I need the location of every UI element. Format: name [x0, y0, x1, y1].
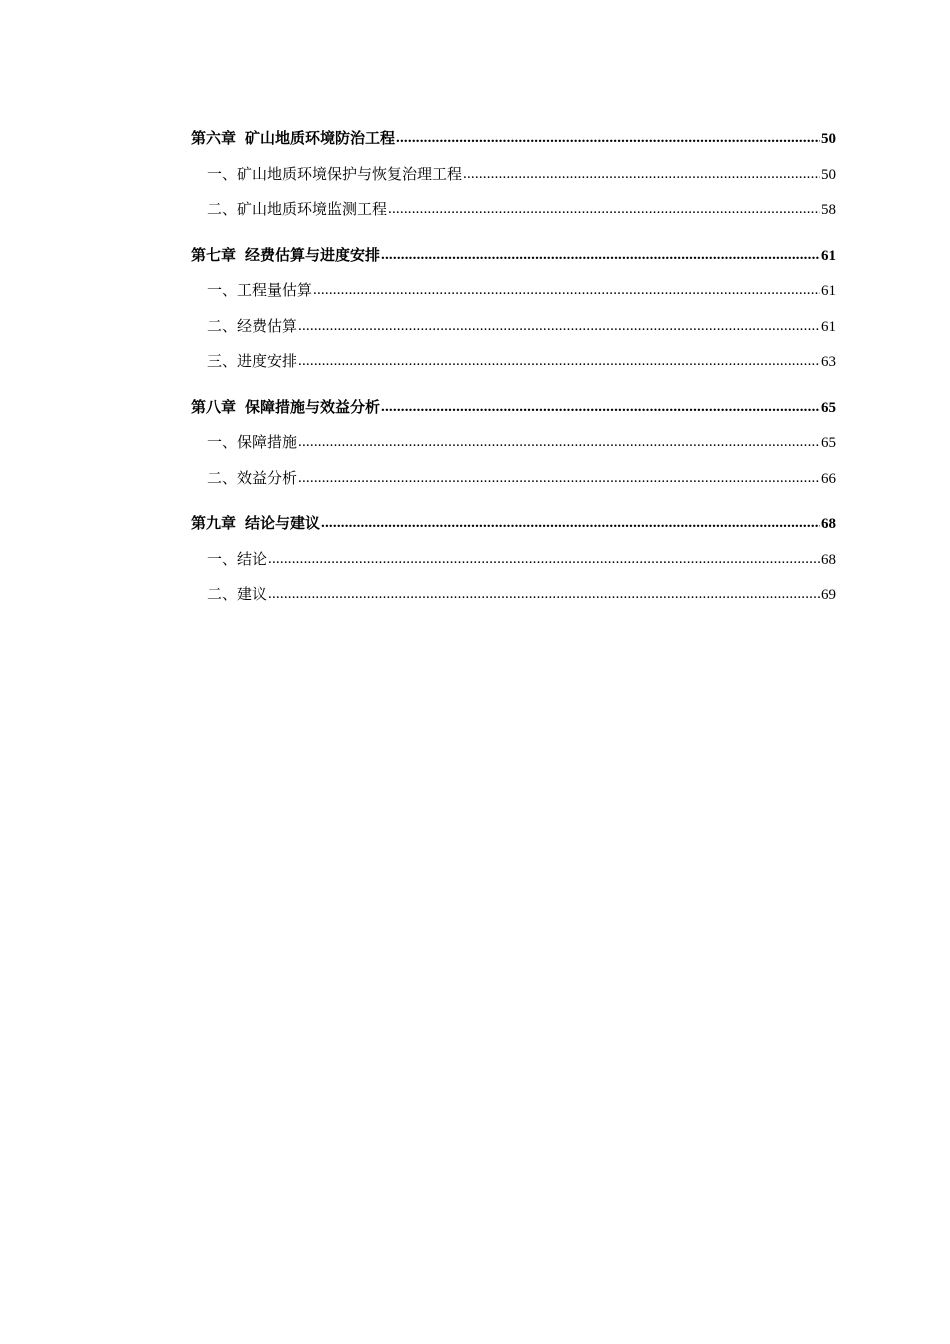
- toc-page-number: 61: [821, 283, 836, 299]
- toc-chapter-title: 结论与建议: [245, 516, 321, 532]
- toc-dot-leader: [268, 577, 820, 613]
- toc-page-number: 65: [821, 399, 836, 416]
- toc-section-label: 一、矿山地质环境保护与恢复治理工程: [207, 166, 463, 183]
- toc-dot-leader: [298, 344, 820, 380]
- toc-chapter-title: 保障措施与效益分析: [245, 399, 381, 416]
- toc-chapter-title: 经费估算与进度安排: [245, 247, 381, 264]
- toc-page-number: 65: [821, 435, 836, 451]
- toc-chapter-label: [191, 391, 380, 427]
- toc-chapter-number: 第七章: [191, 247, 237, 264]
- toc-page-number: 68: [821, 516, 836, 532]
- toc-chapter-label: [191, 122, 395, 158]
- toc-section-label: 一、工程量估算: [207, 283, 313, 299]
- toc-chapter-number: 第八章: [191, 399, 237, 416]
- toc-page-number: 61: [821, 318, 836, 335]
- toc-section-label: 二、矿山地质环境监测工程: [207, 202, 388, 218]
- toc-chapter-title: 矿山地质环境防治工程: [245, 131, 396, 147]
- toc-section-label: 三、进度安排: [207, 354, 298, 370]
- toc-section-label: 一、结论: [207, 551, 268, 568]
- toc-dot-leader: [396, 121, 820, 157]
- toc-section-8-2[interactable]: [191, 462, 836, 498]
- toc-dot-leader: [381, 238, 820, 274]
- toc-section-6-2[interactable]: [191, 193, 836, 229]
- toc-dot-leader: [313, 273, 820, 309]
- toc-chapter-label: [191, 239, 380, 275]
- toc-page-number: 50: [821, 131, 836, 147]
- toc-dot-leader: [388, 192, 820, 228]
- toc-chapter-8[interactable]: [191, 391, 836, 427]
- toc-section-7-3[interactable]: [191, 345, 836, 381]
- toc-page-number: 66: [821, 470, 836, 487]
- toc-section-9-1[interactable]: [191, 543, 836, 579]
- toc-chapter-6[interactable]: [191, 122, 836, 158]
- toc-chapter-label: [191, 507, 320, 543]
- toc-section-label: 二、经费估算: [207, 318, 298, 335]
- toc-section-8-1[interactable]: [191, 426, 836, 462]
- table-of-contents: [191, 122, 836, 614]
- toc-chapter-7[interactable]: [191, 239, 836, 275]
- toc-page-number: 69: [821, 587, 836, 603]
- toc-section-7-1[interactable]: [191, 274, 836, 310]
- toc-dot-leader: [298, 425, 820, 461]
- toc-dot-leader: [381, 390, 820, 426]
- toc-dot-leader: [321, 506, 820, 542]
- toc-section-label: 一、保障措施: [207, 435, 298, 451]
- toc-section-7-2[interactable]: [191, 310, 836, 346]
- toc-page-number: 68: [821, 551, 836, 568]
- toc-section-label: 二、效益分析: [207, 470, 298, 487]
- toc-page-number: 61: [821, 247, 836, 264]
- toc-section-9-2[interactable]: [191, 578, 836, 614]
- toc-dot-leader: [298, 461, 820, 497]
- toc-page-number: 50: [821, 166, 836, 183]
- toc-section-6-1[interactable]: [191, 158, 836, 194]
- toc-chapter-number: 第六章: [191, 131, 237, 147]
- toc-chapter-number: 第九章: [191, 516, 237, 532]
- toc-page-number: 63: [821, 354, 836, 370]
- toc-dot-leader: [298, 309, 820, 345]
- toc-page-number: 58: [821, 202, 836, 218]
- toc-chapter-9[interactable]: [191, 507, 836, 543]
- toc-dot-leader: [268, 542, 820, 578]
- toc-section-label: 二、建议: [207, 587, 268, 603]
- toc-dot-leader: [463, 157, 820, 193]
